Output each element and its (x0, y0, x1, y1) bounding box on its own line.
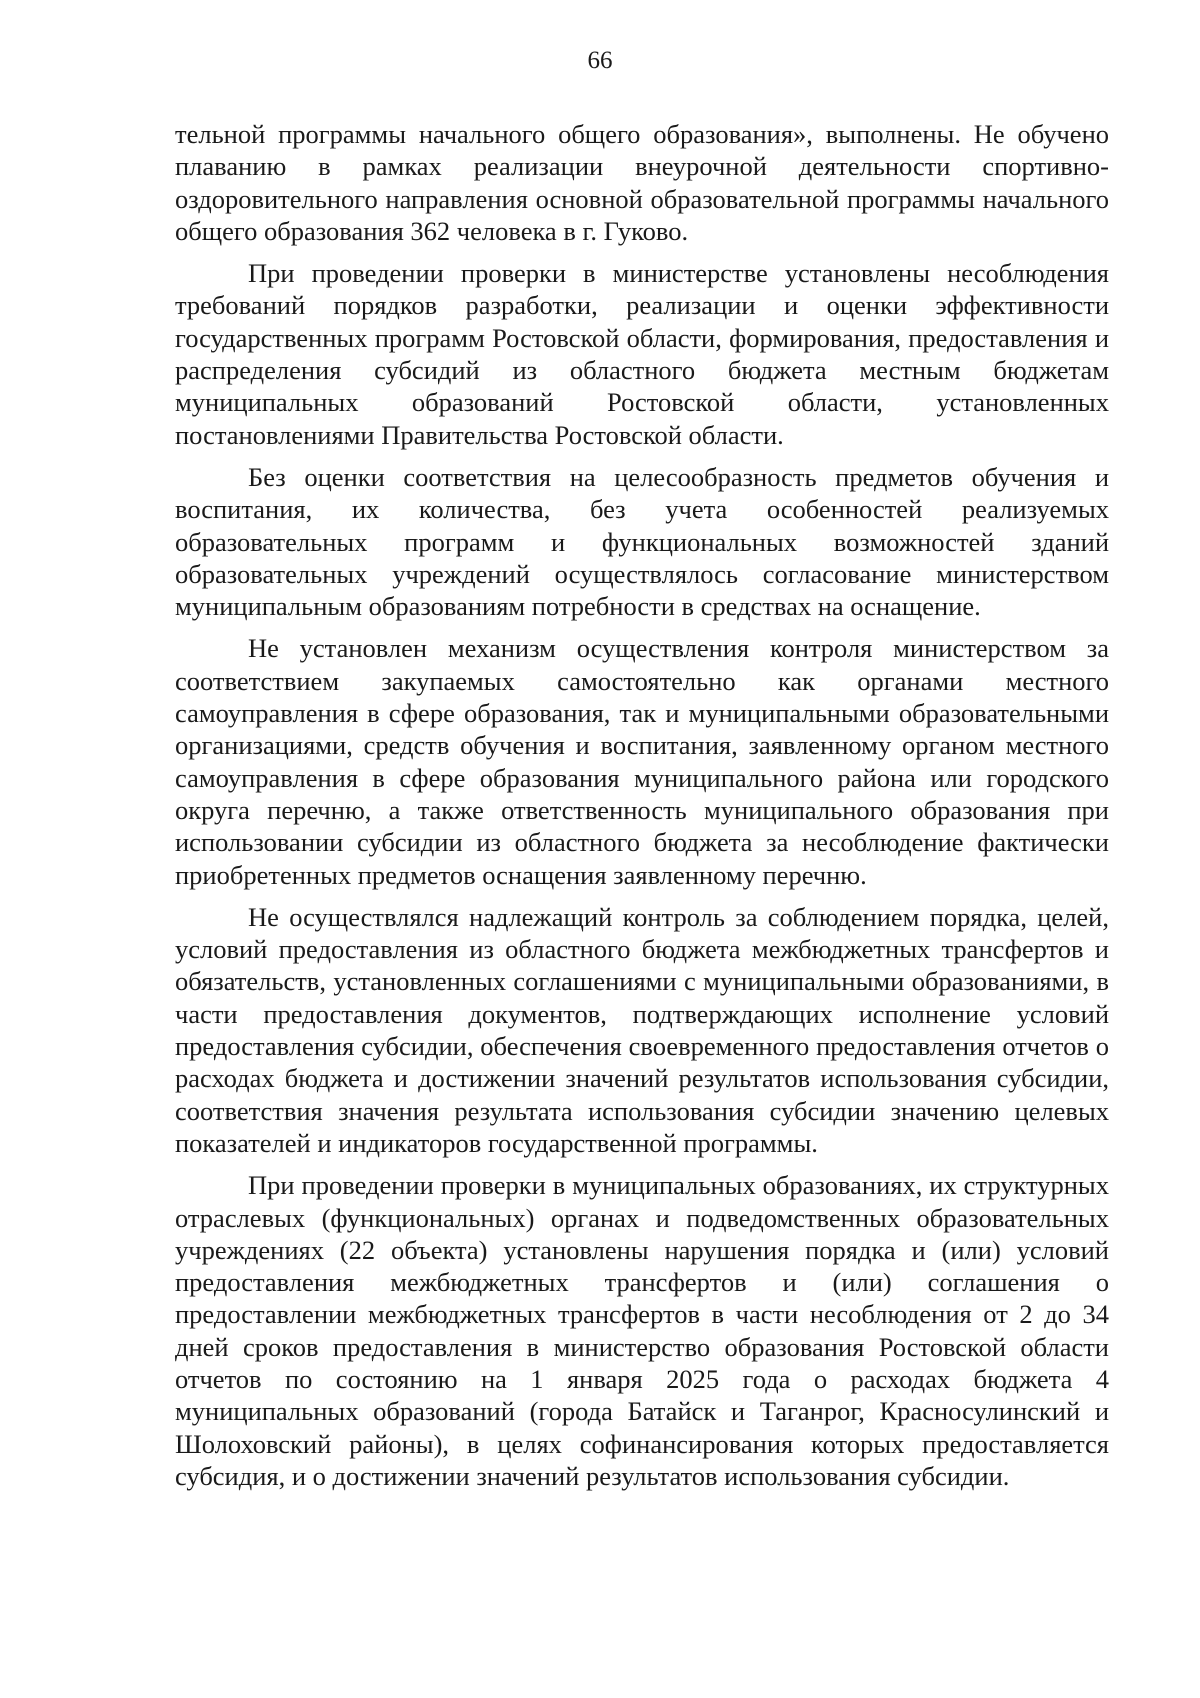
page-number: 66 (587, 47, 613, 74)
paragraph-control-mechanism: Не установлен механизм осуществления контроля министерством за соответствием закупаемых самостоятельно как органами местного самоуправления в сфере образования, так и муниципальными образовательными организациями, средств обучения и воспитания, заявленному органом местного самоуправления в сфере образования муниципального района или городского округа перечню, а также ответственность муниципального образования при использовании субсидии из областного бюджета за несоблюдение фактически приобретенных предметов оснащения заявленному перечню. (175, 633, 1109, 890)
paragraph-improper-control: Не осуществлялся надлежащий контроль за соблюдением порядка, целей, условий предоставления из областного бюджета межбюджетных трансфертов и обязательств, установленных соглашениями с муниципальными образованиями, в части предоставления документов, подтверждающих исполнение условий предоставления субсидии, обеспечения своевременного предоставления отчетов о расходах бюджета и достижении значений результатов использования субсидии, соответствия значения результата использования субсидии значению целевых показателей и индикаторов государственной программы. (175, 901, 1109, 1158)
paragraph-municipal-violations: При проведении проверки в муниципальных образованиях, их структурных отраслевых (функциональных) органах и подведомственных образовательных учреждениях (22 объекта) установлены нарушения порядка и (или) условий предоставления межбюджетных трансфертов и (или) соглашения о предоставлении межбюджетных трансфертов в части несоблюдения от 2 до 34 дней сроков предоставления в министерство образования Ростовской области отчетов по состоянию на 1 января 2025 года о расходах бюджета 4 муниципальных образований (города Батайск и Таганрог, Красносулинский и Шолоховский районы), в целях софинансирования которых предоставляется субсидия, и о достижении значений результатов использования субсидии. (175, 1170, 1109, 1491)
paragraph-equipment-approval: Без оценки соответствия на целесообразность предметов обучения и воспитания, их количества, без учета особенностей реализуемых образовательных программ и функциональных возможностей зданий образовательных учреждений осуществлялось согласование министерством муниципальным образованиям потребности в средствах на оснащение. (175, 461, 1109, 622)
paragraph-continued: тельной программы начального общего образования», выполнены. Не обучено плаванию в рамках реализации внеурочной деятельности спортивно-оздоровительного направления основной образовательной программы начального общего образования 362 человека в г. Гуково. (175, 119, 1109, 246)
paragraph-ministry-violations: При проведении проверки в министерстве установлены несоблюдения требований порядков разработки, реализации и оценки эффективности государственных программ Ростовской области, формирования, предоставления и распределения субсидий из областного бюджета местным бюджетам муниципальных образований Ростовской области, установленных постановлениями Правительства Ростовской области. (175, 258, 1109, 450)
document-body (175, 118, 1109, 1492)
